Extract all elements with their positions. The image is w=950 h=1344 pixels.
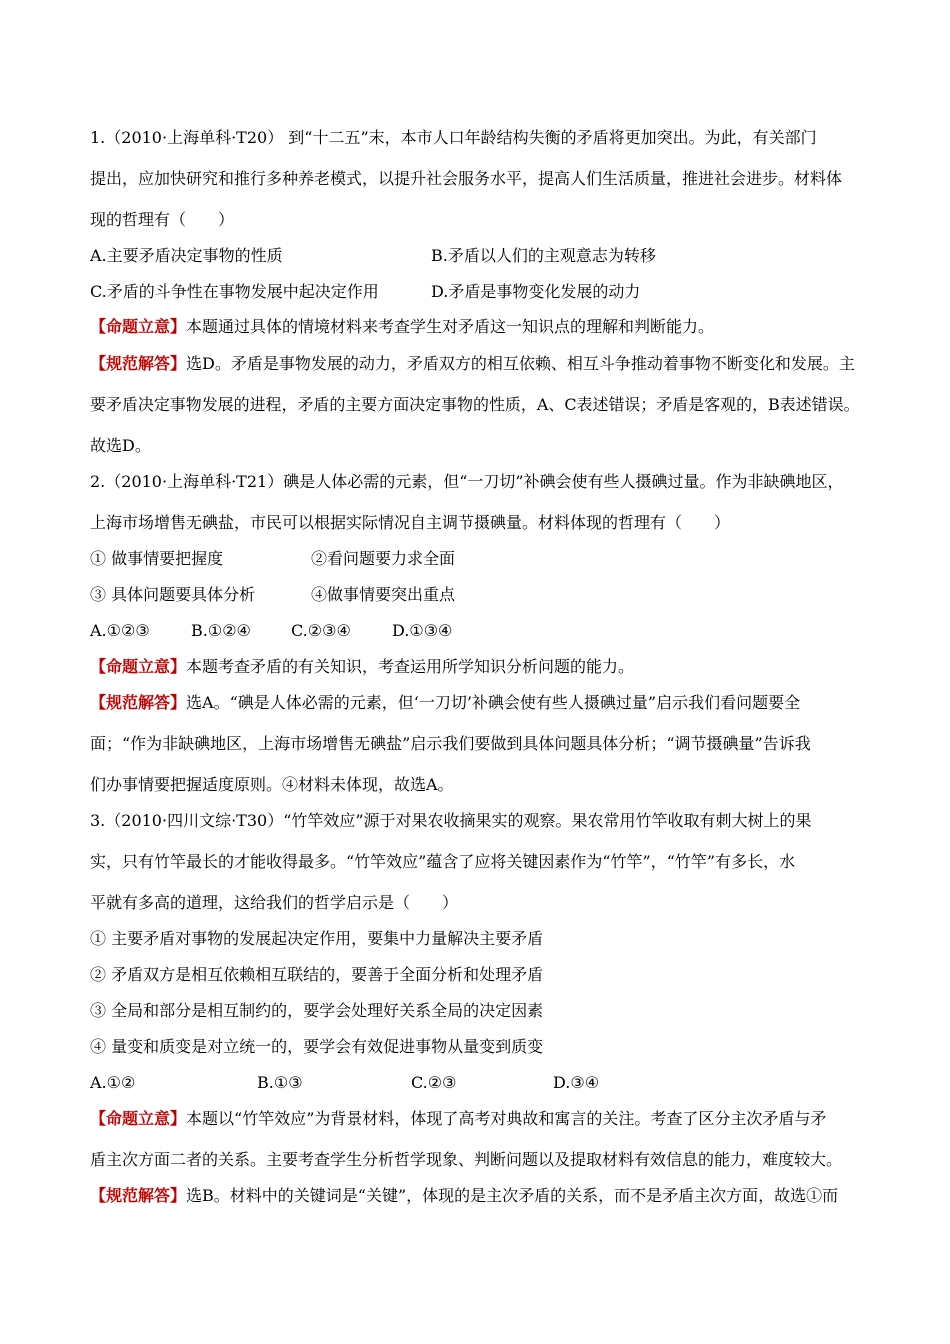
q3-stem-line-1: 3.（2010·四川文综·T30）“竹竿效应”源于对果农收摘果实的观察。果农常用竹竿收取有刺大树上的果	[90, 811, 812, 830]
q2-item-1: ① 做事情要把握度	[90, 549, 224, 568]
q1-answer-label: 【规范解答】	[90, 354, 187, 373]
q2-option-b: B.①②④	[191, 621, 251, 640]
q1-option-d: D.矛盾是事物变化发展的动力	[431, 282, 641, 301]
q2-answer-label: 【规范解答】	[90, 693, 187, 712]
q3-intent-line-2: 盾主次方面二者的关系。主要考查学生分析哲学现象、判断问题以及提取材料有效信息的能力，难度较大。	[90, 1150, 843, 1169]
q3-answer-label: 【规范解答】	[90, 1186, 187, 1205]
q1-intent-label: 【命题立意】	[90, 317, 187, 336]
q3-answer-line-1	[90, 1186, 838, 1206]
q3-intent-text-1: 本题以“竹竿效应”为背景材料，体现了高考对典故和寓言的关注。考查了区分主次矛盾与矛	[186, 1109, 827, 1128]
q1-option-a: A.主要矛盾决定事物的性质	[90, 246, 283, 265]
q3-option-b: B.①③	[257, 1073, 303, 1092]
q3-option-a: A.①②	[90, 1073, 136, 1092]
q2-answer-text-1: 选A。“碘是人体必需的元素，但‘一刀切’补碘会使有些人摄碘过量”启示我们看问题要全	[186, 693, 801, 712]
q1-intent-text: 本题通过具体的情境材料来考查学生对矛盾这一知识点的理解和判断能力。	[186, 317, 715, 336]
q3-option-c: C.②③	[411, 1073, 457, 1092]
q3-intent-line-1	[90, 1109, 826, 1129]
q2-answer-line-1	[90, 693, 800, 713]
q2-stem-line-1: 2.（2010·上海单科·T21）碘是人体必需的元素，但“一刀切”补碘会使有些人摄碘过量。作为非缺碘地区，	[90, 472, 844, 491]
q2-item-4: ④做事情要突出重点	[311, 585, 456, 604]
q2-option-d: D.①③④	[392, 621, 453, 640]
q1-answer-line-2: 要矛盾决定事物发展的进程，矛盾的主要方面决定事物的性质，A、C表述错误；矛盾是客观的，B表述错误。	[90, 395, 860, 414]
q3-item-3: ③ 全局和部分是相互制约的，要学会处理好关系全局的决定因素	[90, 1001, 544, 1020]
q1-answer-line-3: 故选D。	[90, 436, 151, 455]
q1-stem-line-2: 提出，应加快研究和推行多种养老模式，以提升社会服务水平，提高人们生活质量，推进社会进步。材料体	[90, 169, 843, 188]
q1-option-b: B.矛盾以人们的主观意志为转移	[431, 246, 656, 265]
q3-item-2: ② 矛盾双方是相互依赖相互联结的，要善于全面分析和处理矛盾	[90, 965, 544, 984]
q2-stem-line-2: 上海市场增售无碘盐，市民可以根据实际情况自主调节摄碘量。材料体现的哲理有（ ）	[90, 513, 731, 532]
q2-intent	[90, 657, 634, 677]
q3-stem-line-3: 平就有多高的道理，这给我们的哲学启示是（ ）	[90, 893, 459, 912]
q1-intent	[90, 317, 714, 337]
q2-answer-line-2: 面；“作为非缺碘地区，上海市场增售无碘盐”启示我们要做到具体问题具体分析；“调节摄碘量”告诉我	[90, 734, 811, 753]
q3-item-4: ④ 量变和质变是对立统一的，要学会有效促进事物从量变到质变	[90, 1037, 544, 1056]
q1-stem-line-3: 现的哲理有（ ）	[90, 210, 235, 229]
q3-answer-text-1: 选B。材料中的关键词是“关键”，体现的是主次矛盾的关系，而不是矛盾主次方面，故选①而	[186, 1186, 839, 1205]
q1-answer-line-1	[90, 354, 855, 374]
q2-intent-label: 【命题立意】	[90, 657, 187, 676]
q2-answer-line-3: 们办事情要把握适度原则。④材料未体现，故选A。	[90, 775, 454, 794]
q2-option-a: A.①②③	[90, 621, 150, 640]
q1-stem-line-1: 1.（2010·上海单科·T20） 到“十二五”末，本市人口年龄结构失衡的矛盾将更加突出。为此，有关部门	[90, 128, 817, 147]
q3-option-d: D.③④	[553, 1073, 600, 1092]
q3-stem-line-2: 实，只有竹竿最长的才能收得最多。“竹竿效应”蕴含了应将关键因素作为“竹竿”，“竹竿”有多长，水	[90, 852, 796, 871]
q2-option-c: C.②③④	[291, 621, 351, 640]
q1-option-c: C.矛盾的斗争性在事物发展中起决定作用	[90, 282, 379, 301]
q3-item-1: ① 主要矛盾对事物的发展起决定作用，要集中力量解决主要矛盾	[90, 929, 544, 948]
q2-intent-text: 本题考查矛盾的有关知识，考查运用所学知识分析问题的能力。	[186, 657, 635, 676]
q3-intent-label: 【命题立意】	[90, 1109, 187, 1128]
q1-answer-text-1: 选D。矛盾是事物发展的动力，矛盾双方的相互依赖、相互斗争推动着事物不断变化和发展。主	[186, 354, 855, 373]
q2-item-3: ③ 具体问题要具体分析	[90, 585, 256, 604]
q2-item-2: ②看问题要力求全面	[311, 549, 456, 568]
